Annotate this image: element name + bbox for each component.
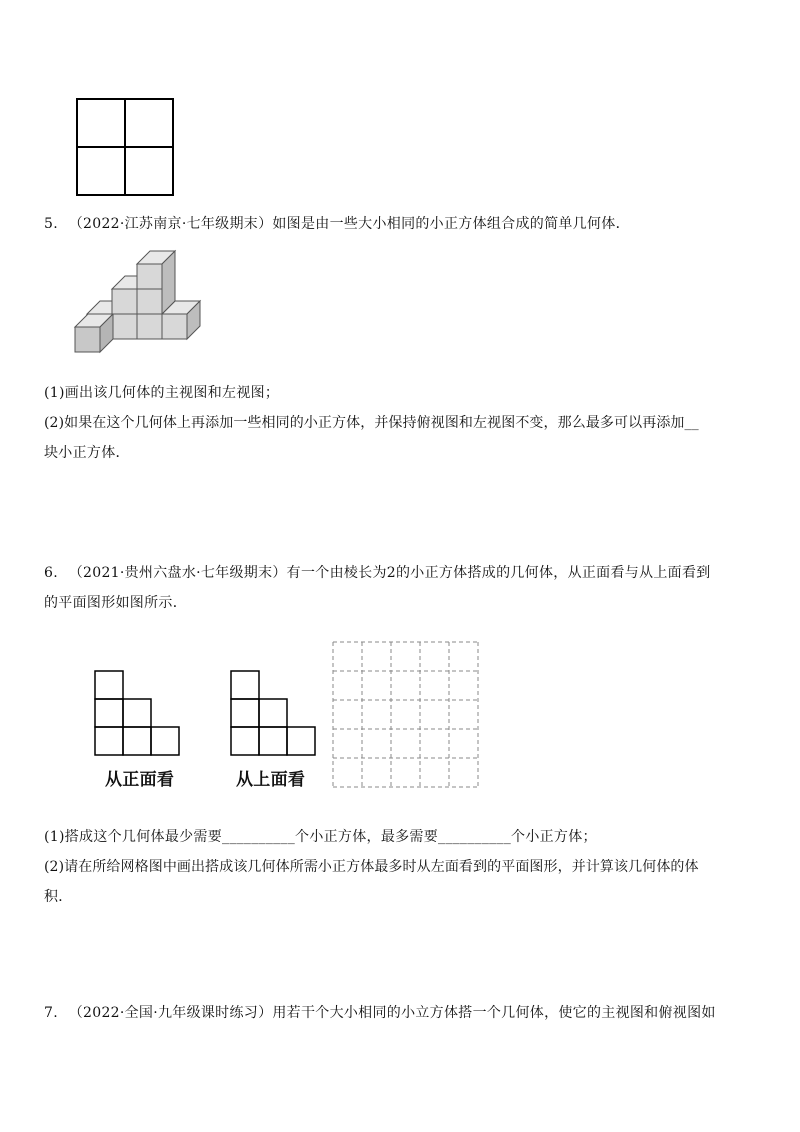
q6-stem-line2: 的平面图形如图所示．	[44, 595, 187, 611]
q6-part1: (1)搭成这个几何体最少需要__________个小正方体，最多需要__________个小正方体；	[44, 829, 597, 845]
q5-part2-line2: 块小正方体．	[44, 445, 130, 461]
q5-source: （2022·江苏南京·七年级期末）	[68, 216, 273, 232]
q6-part2-line1: (2)请在所给网格图中画出搭成该几何体所需小正方体最多时从左面看到的平面图形，并计算该几何体的体	[44, 859, 699, 875]
q5-stem: 如图是由一些大小相同的小正方体组合成的简单几何体．	[272, 216, 630, 232]
q7-source: （2022·全国·九年级课时练习）	[68, 1005, 273, 1021]
q7-title-line1	[44, 1003, 716, 1023]
q6-number: 6.	[44, 565, 58, 581]
top-view-label: 从上面看	[236, 770, 306, 790]
q7-number: 7.	[44, 1005, 58, 1021]
q6-stem-line1: 有一个由棱长为2的小正方体搭成的几何体，从正面看与从上面看到	[286, 565, 711, 581]
q5-part1: (1)画出该几何体的主视图和左视图；	[44, 385, 280, 401]
front-view-label: 从正面看	[105, 770, 175, 790]
q7-stem-line1: 用若干个大小相同的小立方体搭一个几何体，使它的主视图和俯视图如	[272, 1005, 716, 1021]
q5-number: 5.	[44, 216, 58, 232]
q6-source: （2021·贵州六盘水·七年级期末）	[68, 565, 287, 581]
q5-part2-line1: (2)如果在这个几何体上再添加一些相同的小正方体，并保持俯视图和左视图不变，那么最多可以再添加__	[44, 415, 699, 431]
q6-part2-line2: 积．	[44, 889, 73, 905]
